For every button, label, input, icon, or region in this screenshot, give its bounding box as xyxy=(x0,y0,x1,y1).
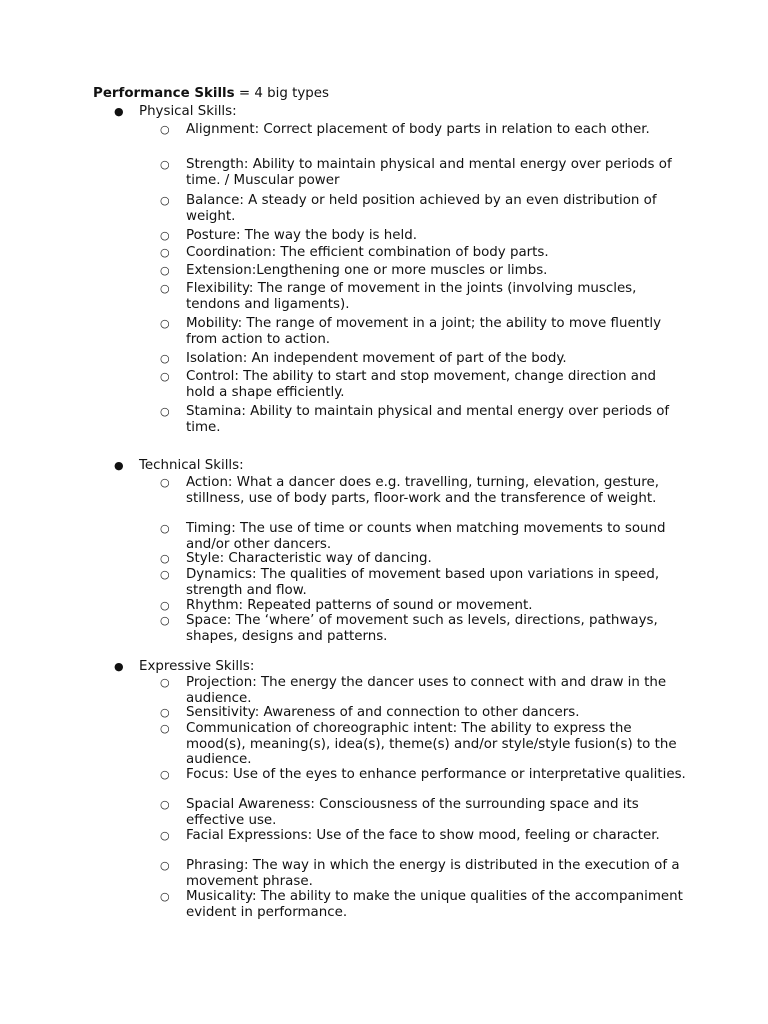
circle-bullet-icon: ○ xyxy=(160,768,170,781)
list-item: ○ Alignment: Correct placement of body parts in relation to each other. xyxy=(160,122,650,137)
list-item: ○ Rhythm: Repeated patterns of sound or movement. xyxy=(160,598,533,613)
circle-bullet-icon: ○ xyxy=(160,246,170,259)
circle-bullet-icon: ○ xyxy=(160,798,170,811)
list-item: ○ Flexibility: The range of movement in the joints (involving muscles, tendons and ligaments). xyxy=(160,281,637,312)
list-item: ○ Coordination: The efficient combination of body parts. xyxy=(160,245,549,260)
circle-bullet-icon: ○ xyxy=(160,317,170,330)
circle-bullet-icon: ○ xyxy=(160,476,170,489)
list-item: ○ Facial Expressions: Use of the face to show mood, feeling or character. xyxy=(160,828,660,843)
list-item: ○ Spacial Awareness: Consciousness of the surrounding space and its effective use. xyxy=(160,797,639,828)
circle-bullet-icon: ○ xyxy=(160,676,170,689)
list-item: ○ Projection: The energy the dancer uses to connect with and draw in the audience. xyxy=(160,675,667,706)
bullet-icon: ● xyxy=(114,459,124,472)
list-item: ○ Musicality: The ability to make the unique qualities of the accompaniment evident in performance. xyxy=(160,889,683,920)
circle-bullet-icon: ○ xyxy=(160,829,170,842)
circle-bullet-icon: ○ xyxy=(160,599,170,612)
list-item: ○ Control: The ability to start and stop movement, change direction and hold a shape efficiently. xyxy=(160,369,656,400)
circle-bullet-icon: ○ xyxy=(160,522,170,535)
circle-bullet-icon: ○ xyxy=(160,370,170,383)
circle-bullet-icon: ○ xyxy=(160,722,170,735)
circle-bullet-icon: ○ xyxy=(160,405,170,418)
list-item: ○ Timing: The use of time or counts when matching movements to sound and/or other dancers. xyxy=(160,521,666,552)
section-physical-title: ● Physical Skills: xyxy=(114,104,237,119)
list-item: ○ Dynamics: The qualities of movement based upon variations in speed, strength and flow. xyxy=(160,567,660,598)
list-item: ○ Stamina: Ability to maintain physical and mental energy over periods of time. xyxy=(160,404,670,435)
circle-bullet-icon: ○ xyxy=(160,859,170,872)
circle-bullet-icon: ○ xyxy=(160,568,170,581)
circle-bullet-icon: ○ xyxy=(160,123,170,136)
list-item: ○ Balance: A steady or held position achieved by an even distribution of weight. xyxy=(160,193,657,224)
bullet-icon: ● xyxy=(114,105,124,118)
list-item: ○ Phrasing: The way in which the energy is distributed in the execution of a movement phrase. xyxy=(160,858,680,889)
circle-bullet-icon: ○ xyxy=(160,194,170,207)
section-technical-title: ● Technical Skills: xyxy=(114,458,244,473)
heading-rest: = 4 big types xyxy=(234,86,330,101)
page-heading xyxy=(93,85,329,102)
circle-bullet-icon: ○ xyxy=(160,890,170,903)
circle-bullet-icon: ○ xyxy=(160,352,170,365)
bullet-icon: ● xyxy=(114,660,124,673)
section-expressive-title: ● Expressive Skills: xyxy=(114,659,255,674)
list-item: ○ Isolation: An independent movement of part of the body. xyxy=(160,351,567,366)
list-item: ○ Space: The ‘where’ of movement such as levels, directions, pathways, shapes, designs and patterns. xyxy=(160,613,658,644)
circle-bullet-icon: ○ xyxy=(160,552,170,565)
list-item: ○ Extension:Lengthening one or more muscles or limbs. xyxy=(160,263,548,278)
circle-bullet-icon: ○ xyxy=(160,282,170,295)
circle-bullet-icon: ○ xyxy=(160,229,170,242)
list-item: ○ Strength: Ability to maintain physical and mental energy over periods of time. / Muscular power xyxy=(160,157,672,188)
list-item: ○ Mobility: The range of movement in a joint; the ability to move fluently from action to action. xyxy=(160,316,662,347)
circle-bullet-icon: ○ xyxy=(160,706,170,719)
circle-bullet-icon: ○ xyxy=(160,614,170,627)
list-item: ○ Posture: The way the body is held. xyxy=(160,228,417,243)
list-item: ○ Style: Characteristic way of dancing. xyxy=(160,551,432,566)
circle-bullet-icon: ○ xyxy=(160,264,170,277)
circle-bullet-icon: ○ xyxy=(160,158,170,171)
list-item: ○ Communication of choreographic intent: The ability to express the mood(s), meaning(s), idea(s), theme(s) and/or style/style fusion(s) to the audience. xyxy=(160,721,677,768)
heading-bold: Performance Skills xyxy=(93,86,235,101)
list-item: ○ Sensitivity: Awareness of and connection to other dancers. xyxy=(160,705,580,720)
list-item: ○ Action: What a dancer does e.g. travelling, turning, elevation, gesture, stillness, use of body parts, floor-work and the transference of weight. xyxy=(160,475,659,506)
list-item: ○ Focus: Use of the eyes to enhance performance or interpretative qualities. xyxy=(160,767,686,782)
